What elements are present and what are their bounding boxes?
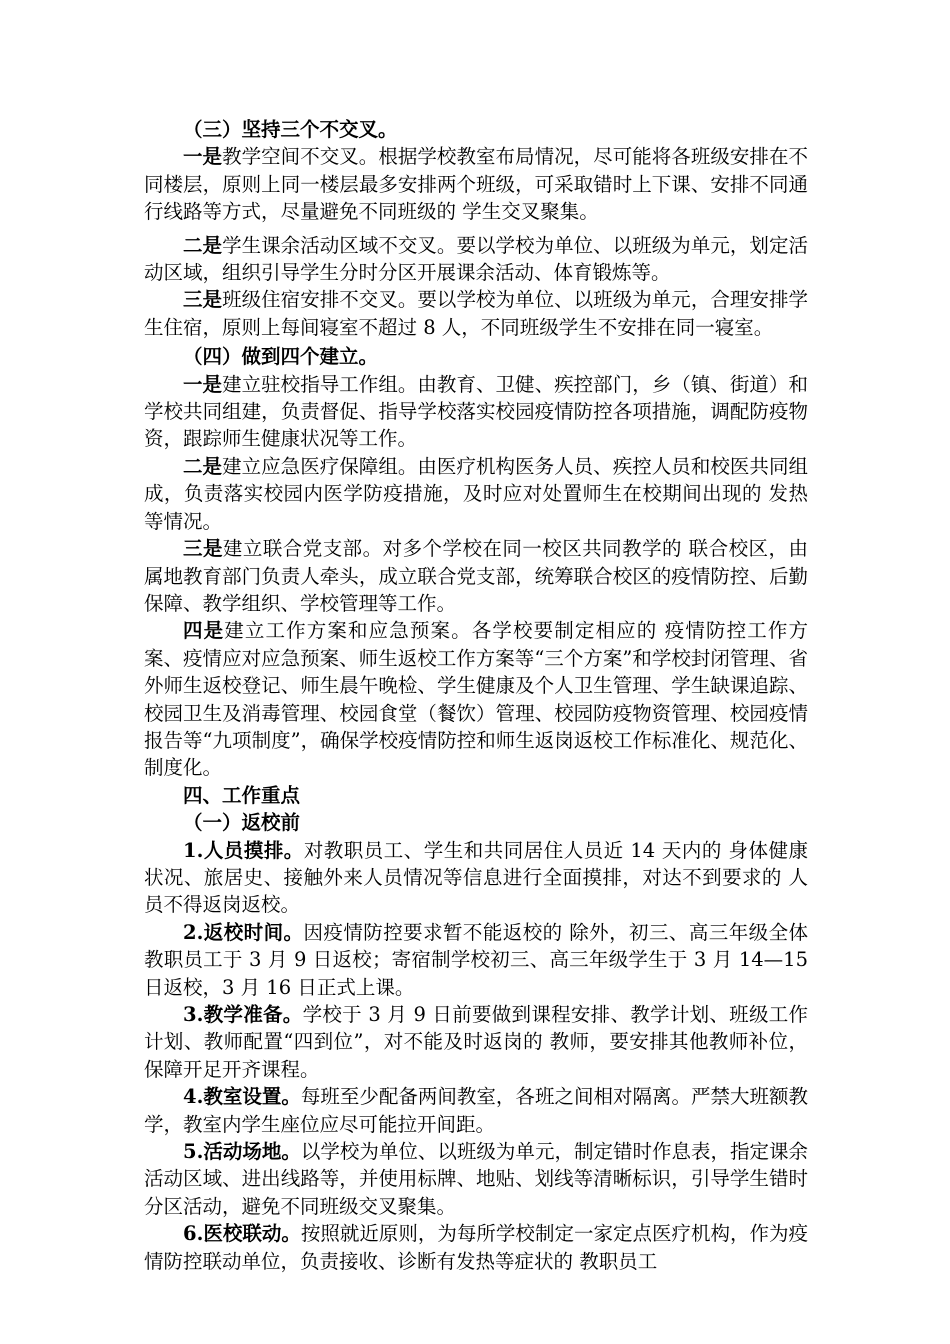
paragraph-medical-group <box>144 453 808 535</box>
paragraph-text: 学校于 3 月 9 日前要做到课程安排、教学计划、班级工作计划、教师配置“四到位”，对不能及时返岗的 教师，要安排其他教师补位，保障开足开齐课程。 <box>144 1003 809 1081</box>
paragraph-teaching-space <box>144 143 808 225</box>
paragraph-activity-area <box>144 232 808 287</box>
paragraph-classroom-setup <box>144 1083 808 1138</box>
paragraph-lead: 二是 <box>183 454 223 478</box>
paragraph-lead: 5.活动场地。 <box>183 1140 301 1164</box>
paragraph-lead: 一是 <box>183 145 223 169</box>
paragraph-text: 班级住宿安排不交叉。要以学校为单位、以班级为单元，合理安排学生住宿，原则上每间寝室不超过 8 人，不同班级学生不安排在同一寝室。 <box>144 288 808 339</box>
paragraph-lead: 三是 <box>183 288 223 312</box>
paragraph-dormitory <box>144 286 808 341</box>
paragraph-lead: 四是 <box>183 619 225 643</box>
paragraph-lead: 三是 <box>183 537 223 561</box>
paragraph-return-time <box>144 919 808 1001</box>
paragraph-text: 建立工作方案和应急预案。各学校要制定相应的 疫情防控工作方案、疫情应对应急预案、师生返校工作方案等“三个方案”和学校封闭管理、省外师生返校登记、师生晨午晚检、学生健康及个人卫生管理、学生缺课追踪、校园卫生及消毒管理、校园食堂（餐饮）管理、校园防疫物资管理、校园疫情报告等“九项制度”，确保学校疫情防控和师生返岗返校工作标准化、规范化、制度化。 <box>144 619 808 780</box>
subheading-before-return: （一）返校前 <box>183 811 301 835</box>
paragraph-text: 每班至少配备两间教室，各班之间相对隔离。严禁大班额教学，教室内学生座位应尽可能拉开间距。 <box>144 1085 808 1136</box>
paragraph-lead: 二是 <box>183 233 223 257</box>
paragraph-text: 以学校为单位、以班级为单元，制定错时作息表，指定课余活动区域、进出线路等，并使用标牌、地贴、划线等清晰标识，引导学生错时分区活动，避免不同班级交叉聚集。 <box>144 1140 808 1218</box>
paragraph-party-branch <box>144 535 808 617</box>
paragraph-text: 对教职员工、学生和共同居住人员近 14 天内的 身体健康状况、旅居史、接触外来人员情况等信息进行全面摸排，对达不到要求的 人员不得返岗返校。 <box>144 838 808 917</box>
paragraph-text: 按照就近原则，为每所学校制定一家定点医疗机构，作为疫情防控联动单位，负责接收、诊断有发热等症状的 教职员工 <box>144 1222 808 1273</box>
paragraph-text: 建立驻校指导工作组。由教育、卫健、疾控部门，乡（镇、街道）和学校共同组建，负责督促、指导学校落实校园疫情防控各项措施，调配防疫物资，跟踪师生健康状况等工作。 <box>144 372 808 451</box>
section-heading-four-establish: （四）做到四个建立。 <box>183 345 379 369</box>
document-page <box>144 116 808 1275</box>
paragraph-hospital-linkage <box>144 1220 808 1275</box>
section-heading-three-no-cross: （三）坚持三个不交叉。 <box>183 118 398 141</box>
paragraph-teaching-prep <box>144 1001 808 1083</box>
paragraph-lead: 6.医校联动。 <box>183 1222 301 1246</box>
paragraph-work-plan <box>144 617 808 781</box>
paragraph-text: 建立联合党支部。对多个学校在同一校区共同教学的 联合校区，由属地教育部门负责人牵头，成立联合党支部，统筹联合校区的疫情防控、后勤保障、教学组织、学校管理等工作。 <box>144 537 808 615</box>
paragraph-text: 教学空间不交叉。根据学校教室布局情况，尽可能将各班级安排在不同楼层，原则上同一楼层最多安排两个班级，可采取错时上下课、安排不同通行线路等方式，尽量避免不同班级的 学生交叉聚集。 <box>144 145 808 224</box>
section-heading-work-focus: 四、工作重点 <box>183 783 301 807</box>
paragraph-lead: 4.教室设置。 <box>183 1085 301 1109</box>
paragraph-activity-venue <box>144 1138 808 1220</box>
paragraph-guidance-group <box>144 371 808 453</box>
paragraph-lead: 3.教学准备。 <box>183 1003 303 1026</box>
paragraph-lead: 2.返校时间。 <box>183 920 304 944</box>
paragraph-text: 建立应急医疗保障组。由医疗机构医务人员、疾控人员和校医共同组成，负责落实校园内医学防疫措施，及时应对处置师生在校期间出现的 发热等情况。 <box>144 454 808 533</box>
paragraph-text: 学生课余活动区域不交叉。要以学校为单位、以班级为单元，划定活动区域，组织引导学生分时分区开展课余活动、体育锻炼等。 <box>144 233 808 285</box>
paragraph-lead: 一是 <box>183 372 223 396</box>
paragraph-text: 因疫情防控要求暂不能返校的 除外，初三、高三年级全体教职员工于 3 月 9 日返校；寄宿制学校初三、高三年级学生于 3 月 14—15 日返校，3 月 16 日正式上课。 <box>144 920 809 999</box>
paragraph-lead: 1.人员摸排。 <box>183 838 304 862</box>
paragraph-personnel-check <box>144 837 808 919</box>
